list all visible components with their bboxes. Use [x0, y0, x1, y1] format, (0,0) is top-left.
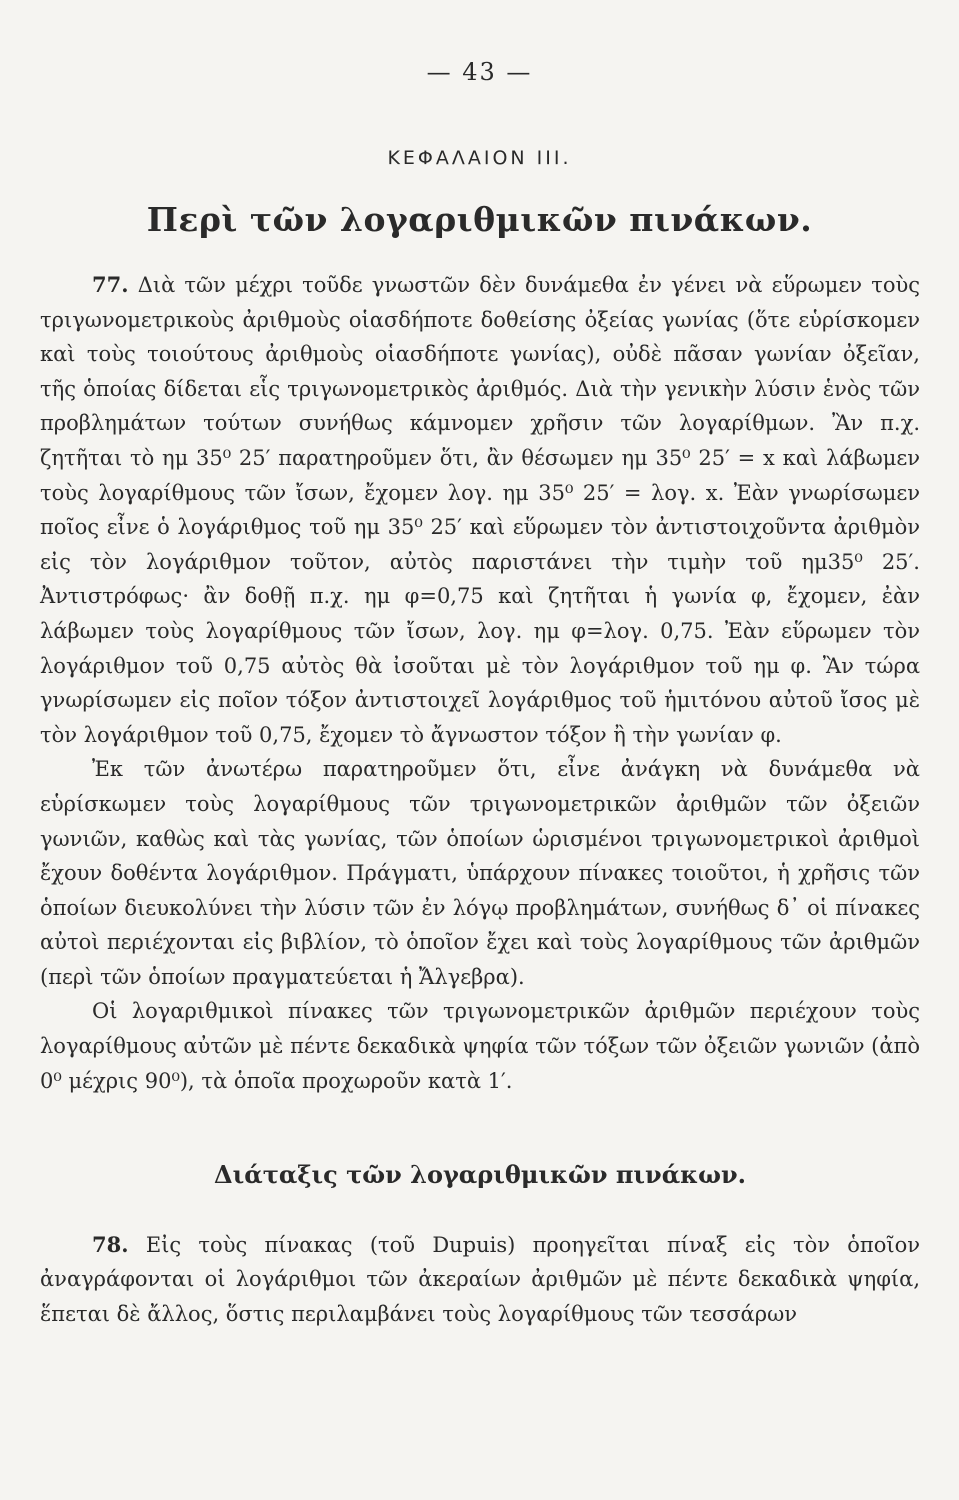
paragraph: Οἱ λογαριθμικοὶ πίνακες τῶν τριγωνομετρικῶν ἀριθμῶν περιέχουν τοὺς λογαρίθμους αὐτῶν μὲ πέντε δεκαδικὰ ψηφία τῶν τόξων τῶν ὀξειῶν γωνιῶν (ἀπὸ 0⁰ μέχρις 90⁰), τὰ ὁποῖα προχωροῦν κατὰ 1′. [40, 999, 920, 1093]
chapter-heading: ΚΕΦΑΛΑΙΟΝ ΙΙΙ. [387, 147, 572, 169]
page-number: — 43 — [426, 58, 533, 86]
section-number: 77. [92, 272, 129, 297]
paragraph-text: Διὰ τῶν μέχρι τοῦδε γνωστῶν δὲν δυνάμεθα ἐν γένει νὰ εὕρωμεν τοὺς τριγωνομετρικοὺς ἀριθμοὺς οἱασδήποτε δοθείσης ὀξείας γωνίας (ὅτε εὑρίσκομεν καὶ τοὺς τοιούτους ἀριθμοὺς οἱασδήποτε γωνίας), οὐδὲ πᾶσαν γωνίαν ὀξεῖαν, τῆς ὁποίας δίδεται εἷς τριγωνομετρικὸς ἀριθμός. Διὰ τὴν γενικὴν λύσιν ἑνὸς τῶν προβλημάτων τούτων συνήθως κάμνομεν χρῆσιν τῶν λογαρίθμων. Ἂν π.χ. ζητῆται τὸ ημ 35⁰ 25′ παρατηροῦμεν ὅτι, ἂν θέσωμεν ημ 35⁰ 25′ = x καὶ λάβωμεν τοὺς λογαρίθμους τῶν ἴσων, ἔχομεν λογ. ημ 35⁰ 25′ = λογ. x. Ἐὰν γνωρίσωμεν ποῖος εἶνε ὁ λογάριθμος τοῦ ημ 35⁰ 25′ καὶ εὕρωμεν τὸν ἀντιστοιχοῦντα ἀριθμὸν εἰς τὸν λογάριθμον τοῦτον, αὐτὸς παριστάνει τὴν τιμὴν τοῦ ημ35⁰ 25′. Ἀντιστρόφως· ἂν δοθῇ π.χ. ημ φ=0,75 καὶ ζητῆται ἡ γωνία φ, ἔχομεν, ἐὰν λάβωμεν τοὺς λογαρίθμους τῶν ἴσων, λογ. ημ φ=λογ. 0,75. Ἐὰν εὕρωμεν τὸν λογάριθμον τοῦ 0,75 αὐτὸς θὰ ἰσοῦται μὲ τὸν λογάριθμον τοῦ ημ φ. Ἂν τώρα γνωρίσωμεν εἰς ποῖον τόξον ἀντιστοιχεῖ λογάριθμος τοῦ ἡμιτόνου αὐτοῦ ἴσος μὲ τὸν λογάριθμον τοῦ 0,75, ἔχομεν τὸ ἄγνωστον τόξον ἢ τὴν γωνίαν φ. [40, 273, 920, 747]
section-number: 78. [92, 1231, 129, 1257]
body-text [40, 268, 920, 1332]
paragraph-text: Εἰς τοὺς πίνακας (τοῦ Dupuis) προηγεῖται πίναξ εἰς τὸν ὁποῖον ἀναγράφονται οἱ λογάριθμοι τῶν ἀκεραίων ἀριθμῶν μὲ πέντε δεκαδικὰ ψηφία, ἕπεται δὲ ἄλλος, ὅστις περιλαμβάνει τοὺς λογαρίθμους τῶν τεσσάρων [40, 1232, 920, 1327]
section-subtitle: Διάταξις τῶν λογαριθμικῶν πινάκων. [213, 1160, 747, 1190]
paragraph-77 [40, 268, 920, 752]
paragraph: Ἐκ τῶν ἀνωτέρω παρατηροῦμεν ὅτι, εἶνε ἀνάγκη νὰ δυνάμεθα νὰ εὑρίσκωμεν τοὺς λογαρίθμους τῶν τριγωνομετρικῶν ἀριθμῶν τῶν ὀξειῶν γωνιῶν, καθὼς καὶ τὰς γωνίας, τῶν ὁποίων ὡρισμένοι τριγωνομετρικοὶ ἀριθμοὶ ἔχουν δοθέντα λογάριθμον. Πράγματι, ὑπάρχουν πίνακες τοιοῦτοι, ἡ χρῆσις τῶν ὁποίων διευκολύνει τὴν λύσιν τῶν ἐν λόγῳ προβλημάτων, συνήθως δ᾽ οἱ πίνακες αὐτοὶ περιέχονται εἰς βιβλίον, τὸ ὁποῖον ἔχει καὶ τοὺς λογαρίθμους τῶν ἀριθμῶν (περὶ τῶν ὁποίων πραγματεύεται ἡ Ἄλγεβρα). [40, 757, 920, 989]
paragraph-78 [40, 1228, 920, 1332]
page-title: Περὶ τῶν λογαριθμικῶν πινάκων. [146, 200, 813, 239]
